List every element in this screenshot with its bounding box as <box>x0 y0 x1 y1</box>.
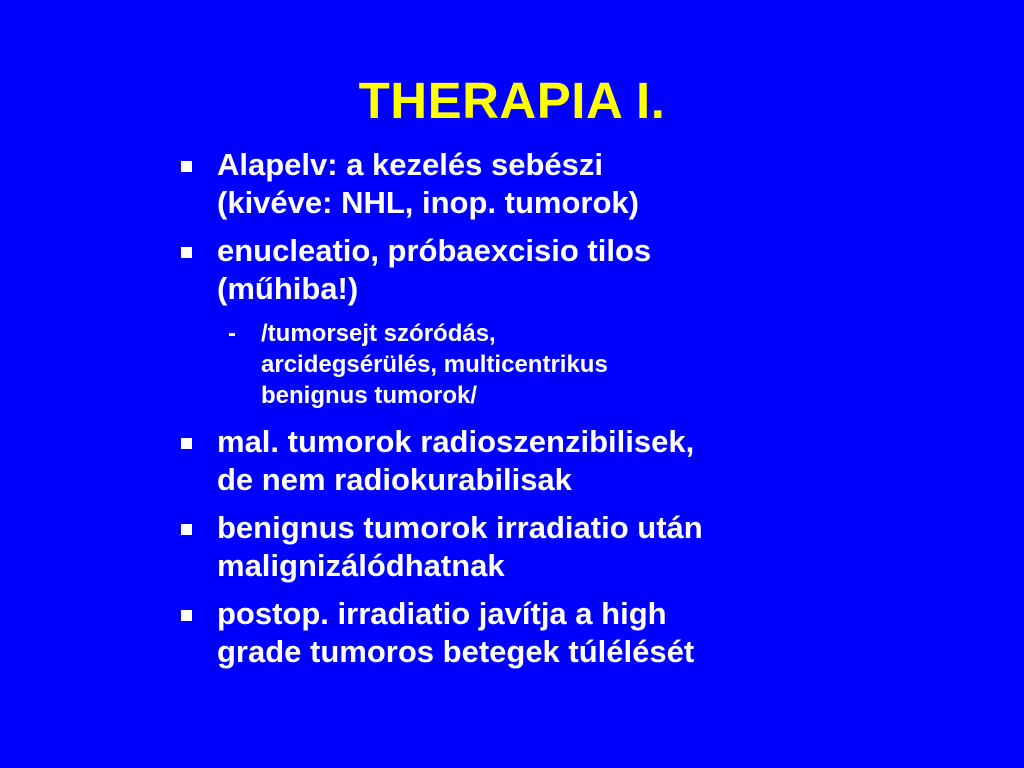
square-bullet-icon <box>181 524 192 535</box>
bullet-text: postop. irradiatio javítja a high grade tumoros betegek túlélését <box>217 596 695 669</box>
square-bullet-icon <box>181 610 192 621</box>
slide-title: THERAPIA I. <box>358 72 666 129</box>
dash-bullet: - <box>228 320 236 347</box>
bullet-text: mal. tumorok radioszenzibilisek, de nem radiokurabilisak <box>217 424 695 497</box>
bullet-item <box>180 509 880 585</box>
square-bullet-icon <box>181 161 192 172</box>
bullet-text: enucleatio, próbaexcisio tilos (műhiba!) <box>217 233 652 306</box>
bullet-text: benignus tumorok irradiatio után malignizálódhatnak <box>217 510 703 583</box>
square-bullet-icon <box>181 438 192 449</box>
bullet-list <box>180 146 880 681</box>
bullet-item <box>180 232 880 308</box>
bullet-item <box>180 423 880 499</box>
bullet-text: Alapelv: a kezelés sebészi (kivéve: NHL, inop. tumorok) <box>217 147 639 220</box>
bullet-item <box>180 146 880 222</box>
square-bullet-icon <box>181 247 192 258</box>
sub-bullet-text: /tumorsejt szóródás, arcidegsérülés, multicentrikus benignus tumorok/ <box>261 320 608 409</box>
bullet-item <box>180 595 880 671</box>
sub-bullet-item <box>180 318 880 411</box>
